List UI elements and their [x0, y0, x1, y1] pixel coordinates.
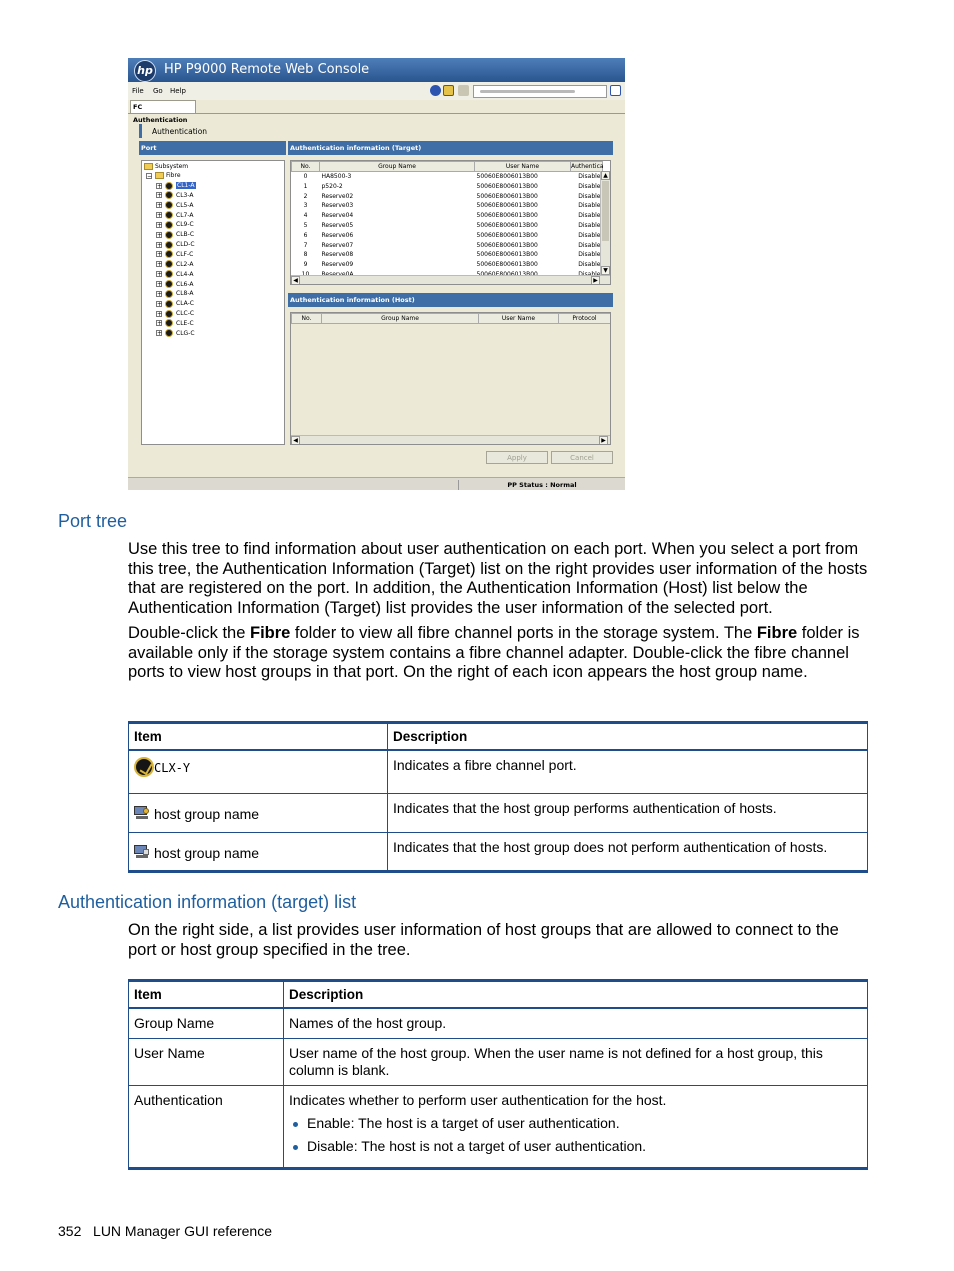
expand-icon[interactable]: + [157, 241, 163, 249]
expand-icon[interactable]: + [157, 310, 163, 318]
window-icon[interactable] [610, 85, 621, 96]
globe-icon[interactable] [430, 85, 441, 96]
fibre-port-icon [165, 201, 173, 209]
tree-node-port[interactable] [156, 191, 194, 200]
expand-icon[interactable]: + [157, 290, 163, 298]
tree-label: CLA-C [176, 300, 194, 308]
auth-list-table [128, 979, 868, 1170]
expand-icon[interactable]: + [157, 261, 163, 269]
table-cell-item: Authentication [129, 1086, 284, 1169]
table-row [129, 1008, 868, 1039]
expand-icon[interactable]: + [157, 212, 163, 220]
scroll-thumb[interactable] [602, 181, 609, 241]
table-cell: 9 [303, 261, 308, 269]
tree-label: CL3-A [176, 191, 194, 199]
tree-node-fibre[interactable] [146, 171, 181, 180]
host-col-protocol[interactable]: Protocol [559, 314, 611, 324]
table-cell-description: Names of the host group. [284, 1008, 868, 1039]
table-cell: 1 [303, 182, 308, 190]
table-cell-description: Indicates that the host group does not perform authentication of hosts. [388, 832, 868, 871]
host-scroll-right-icon[interactable]: ▶ [599, 436, 608, 445]
table-row[interactable] [292, 182, 603, 192]
folder-icon [155, 172, 164, 179]
table-cell: Reserve07 [321, 241, 354, 249]
expand-icon[interactable]: + [157, 192, 163, 200]
tree-node-port[interactable] [156, 270, 194, 279]
host-col-group-name[interactable]: Group Name [322, 314, 479, 324]
tree-label: CLF-C [176, 250, 194, 258]
lock-icon[interactable] [443, 85, 454, 96]
scroll-up-icon[interactable]: ▲ [601, 171, 610, 180]
col-group-name[interactable]: Group Name [320, 162, 475, 172]
table-row[interactable] [292, 250, 603, 260]
tree-node-port[interactable] [156, 319, 194, 328]
list-item: Enable: The host is a target of user authentication. [307, 1115, 862, 1132]
table-cell: Disable [578, 182, 601, 190]
table-cell: 8 [303, 251, 308, 259]
address-field[interactable] [473, 85, 607, 98]
collapse-icon[interactable]: − [147, 172, 153, 180]
table-cell: 5 [303, 221, 308, 229]
table-cell: 50060E8006013B00 [476, 221, 538, 229]
table-cell: 50060E8006013B00 [476, 241, 538, 249]
host-col-no[interactable]: No. [292, 314, 322, 324]
table-row[interactable] [292, 201, 603, 211]
expand-icon[interactable]: + [157, 330, 163, 338]
table-cell: Reserve02 [321, 192, 354, 200]
scroll-down-icon[interactable]: ▼ [601, 266, 610, 275]
col-authentication[interactable]: Authentica [571, 163, 604, 170]
port-panel-header: Port [139, 141, 286, 155]
fibre-port-icon [165, 270, 173, 278]
hp-logo: hp [134, 60, 156, 82]
console-screenshot [128, 58, 625, 490]
table-cell: HA8500-3 [321, 173, 352, 180]
target-hscroll[interactable] [291, 275, 610, 285]
table-cell: 50060E8006013B00 [476, 212, 538, 220]
page-number: 352 [58, 1223, 82, 1239]
tree-label: CLC-C [176, 310, 195, 318]
table-row[interactable] [292, 241, 603, 251]
subsystem-icon [144, 163, 153, 170]
apply-button[interactable]: Apply [486, 451, 548, 464]
table-cell: 50060E8006013B00 [476, 251, 538, 259]
fibre-term-1: Fibre [249, 624, 291, 642]
table-cell-description [284, 1086, 868, 1169]
port-tree-paragraph-2 [128, 624, 868, 683]
fibre-port-icon [165, 319, 173, 327]
tree-label: CL8-A [176, 290, 194, 298]
table-cell: Reserve06 [321, 231, 354, 239]
table-row [129, 750, 868, 793]
tree-label: CLE-C [176, 319, 194, 327]
table-cell-description: User name of the host group. When the user name is not defined for a host group, this column is blank. [284, 1039, 868, 1086]
p2-text-a: Double-click the [128, 624, 250, 642]
tree-node-port[interactable] [156, 280, 194, 289]
table-row [129, 1039, 868, 1086]
expand-icon[interactable]: + [157, 182, 163, 190]
fibre-port-icon [165, 231, 173, 239]
menu-go[interactable]: Go [153, 87, 163, 95]
tree-label: CL1-A [177, 182, 195, 189]
tree-node-port[interactable] [156, 220, 194, 229]
col-no[interactable]: No. [292, 162, 320, 172]
tree-node-port[interactable] [156, 211, 194, 220]
table-cell: Disable [578, 192, 601, 200]
fibre-port-icon [165, 300, 173, 308]
host-scroll-left-icon[interactable]: ◀ [291, 436, 300, 445]
window-titlebar [128, 58, 625, 82]
table2-header-description: Description [284, 981, 868, 1009]
host-hscroll[interactable] [291, 435, 610, 445]
table-cell: Disable [578, 202, 601, 210]
cancel-button[interactable]: Cancel [551, 451, 613, 464]
tree-label: CL6-A [176, 280, 194, 288]
table-row[interactable] [292, 221, 603, 231]
host-group-label: host group name [154, 805, 260, 822]
tree-label: CL7-A [176, 211, 194, 219]
expand-icon[interactable]: + [157, 320, 163, 328]
fibre-port-icon [165, 211, 173, 219]
table-cell: 2 [303, 192, 308, 200]
expand-icon[interactable]: + [157, 300, 163, 308]
host-group-label: host group name [154, 844, 260, 861]
table-cell-item [129, 750, 388, 793]
tree-label: CL2-A [176, 260, 194, 268]
table-row [129, 793, 868, 832]
table-row[interactable] [292, 172, 603, 182]
tree-node-port[interactable] [156, 289, 194, 298]
tree-node-port[interactable] [156, 260, 194, 269]
fibre-port-icon [165, 290, 173, 298]
pp-status: PP Status : Normal [458, 480, 625, 490]
table-cell: Reserve04 [321, 212, 354, 220]
tree-node-subsystem[interactable] [144, 162, 188, 171]
list-item: Disable: The host is not a target of user authentication. [307, 1138, 862, 1155]
table-row [129, 1086, 868, 1169]
pen-icon[interactable] [458, 85, 469, 96]
table-cell-item [129, 793, 388, 832]
port-tree-table [128, 721, 868, 873]
tree-node-port[interactable] [156, 299, 194, 308]
table-row[interactable] [292, 231, 603, 241]
p2-text-c: folder to view all fibre channel ports in the storage system. The [290, 624, 757, 642]
table-cell: Disable [578, 212, 601, 220]
auth-description: Indicates whether to perform user authentication for the host. [289, 1092, 667, 1108]
auth-list-heading: Authentication information (target) list [58, 892, 357, 912]
port-tree-paragraph-1: Use this tree to find information about user authentication on each port. When you select a port from this tree, the Authentication Information (Target) list on the right provides user information of the hosts that are registered on the port. In addition, the Authentication Information (Host) list below the Authentication Information (Target) list provides the user information of the selected port. [128, 540, 868, 617]
tree-label: CL5-A [176, 201, 194, 209]
table-cell: Disable [578, 173, 601, 180]
host-panel-header: Authentication information (Host) [288, 293, 613, 307]
table1-header-description: Description [388, 723, 868, 751]
tree-node-port[interactable] [156, 240, 195, 249]
table-cell: 50060E8006013B00 [476, 182, 538, 190]
menu-file[interactable]: File [132, 87, 144, 95]
table-cell: Reserve03 [321, 202, 354, 210]
table-cell: 50060E8006013B00 [476, 231, 538, 239]
target-panel-header: Authentication information (Target) [288, 141, 613, 155]
expand-icon[interactable]: + [157, 231, 163, 239]
table-cell-item: Group Name [129, 1008, 284, 1039]
fibre-port-icon [165, 280, 173, 288]
fibre-port-icon [165, 221, 173, 229]
table-cell: Disable [578, 241, 601, 249]
scroll-right-icon[interactable]: ▶ [591, 276, 600, 285]
table-cell: 3 [303, 202, 308, 210]
fibre-port-icon [165, 329, 173, 337]
table-cell: 50060E8006013B00 [476, 202, 538, 210]
auth-list-paragraph: On the right side, a list provides user information of host groups that are allowed to connect to the port or host group specified in the tree. [128, 921, 839, 959]
status-bar [128, 477, 625, 490]
expand-icon[interactable]: + [157, 221, 163, 229]
host-group-auth-icon [134, 806, 150, 820]
tree-label: CL9-C [176, 221, 194, 229]
table-row [129, 832, 868, 871]
tree-node-port[interactable] [156, 230, 194, 239]
table-cell: Disable [578, 221, 601, 229]
tree-label: Fibre [166, 172, 181, 179]
menu-bar [128, 82, 625, 100]
blurred-address [480, 90, 575, 93]
auth-bullets [289, 1115, 862, 1155]
table-cell: 7 [303, 241, 308, 249]
fibre-port-icon [165, 191, 173, 199]
tree-node-port[interactable] [156, 181, 196, 190]
scroll-left-icon[interactable]: ◀ [291, 276, 300, 285]
page-footer [58, 1223, 272, 1239]
table-cell-description: Indicates that the host group performs authentication of hosts. [388, 793, 868, 832]
fibre-port-icon [165, 250, 173, 258]
table-cell: Reserve05 [321, 221, 354, 229]
table1-header-item: Item [129, 723, 388, 751]
tree-label: CLG-C [176, 329, 195, 337]
table-cell: Disable [578, 251, 601, 259]
table-cell: p520-2 [321, 182, 343, 190]
fibre-port-icon [165, 260, 173, 268]
fibre-port-icon [165, 241, 173, 249]
target-table[interactable] [290, 160, 611, 285]
tree-label: CLD-C [176, 241, 195, 249]
table-cell: 0 [303, 173, 308, 180]
expand-icon[interactable]: + [157, 202, 163, 210]
target-vscroll[interactable] [600, 171, 611, 275]
footer-title: LUN Manager GUI reference [93, 1223, 272, 1239]
tree-label: CLB-C [176, 231, 195, 239]
tree-label: CL4-A [176, 270, 194, 278]
table2-header-item: Item [129, 981, 284, 1009]
section-marker [139, 124, 142, 138]
fibre-port-icon [165, 310, 173, 318]
table-cell-item: User Name [129, 1039, 284, 1086]
port-label: CLX-Y [154, 761, 191, 775]
table-cell: Disable [578, 261, 601, 269]
expand-icon[interactable]: + [157, 251, 163, 259]
tree-node-port[interactable] [156, 309, 194, 318]
host-col-user-name[interactable]: User Name [479, 314, 559, 324]
expand-icon[interactable]: + [157, 281, 163, 288]
table-cell-item [129, 832, 388, 871]
fibre-port-icon [134, 757, 154, 777]
tree-node-port[interactable] [156, 201, 194, 210]
tree-node-port[interactable] [156, 250, 193, 259]
table-cell: 50060E8006013B00 [476, 173, 538, 180]
menu-help[interactable]: Help [170, 87, 186, 95]
table-row[interactable] [292, 192, 603, 202]
port-tree-heading: Port tree [58, 511, 128, 531]
table-cell: Reserve08 [321, 251, 354, 259]
window-title: HP P9000 Remote Web Console [164, 62, 370, 77]
table-cell: Reserve09 [321, 261, 354, 269]
expand-icon[interactable]: + [157, 271, 163, 279]
host-table[interactable] [290, 312, 611, 445]
tab-divider [128, 113, 625, 114]
tree-label: Subsystem [155, 163, 189, 170]
p2-text-e: folder is available only if the storage system contains a fibre channel adapter. Double-click the fibre channel ports to view host groups in that port. On the right of each icon appears the host group name. [128, 624, 860, 681]
table-cell: Disable [578, 231, 601, 239]
col-user-name[interactable]: User Name [475, 162, 571, 172]
port-tree[interactable] [141, 160, 285, 445]
tab-fc-authentication[interactable]: FC Authentication [130, 100, 196, 113]
table-row[interactable] [292, 260, 603, 270]
table-cell: 6 [303, 231, 308, 239]
table-cell: 50060E8006013B00 [476, 192, 538, 200]
fibre-term-2: Fibre [756, 624, 798, 642]
table-cell: 4 [303, 212, 308, 220]
table-cell: 50060E8006013B00 [476, 261, 538, 269]
table-cell-description: Indicates a fibre channel port. [388, 750, 868, 793]
host-group-noauth-icon [134, 845, 150, 859]
tree-node-port[interactable] [156, 329, 195, 338]
fibre-port-icon [165, 182, 173, 190]
section-label: Authentication [152, 127, 208, 136]
table-row[interactable] [292, 211, 603, 221]
